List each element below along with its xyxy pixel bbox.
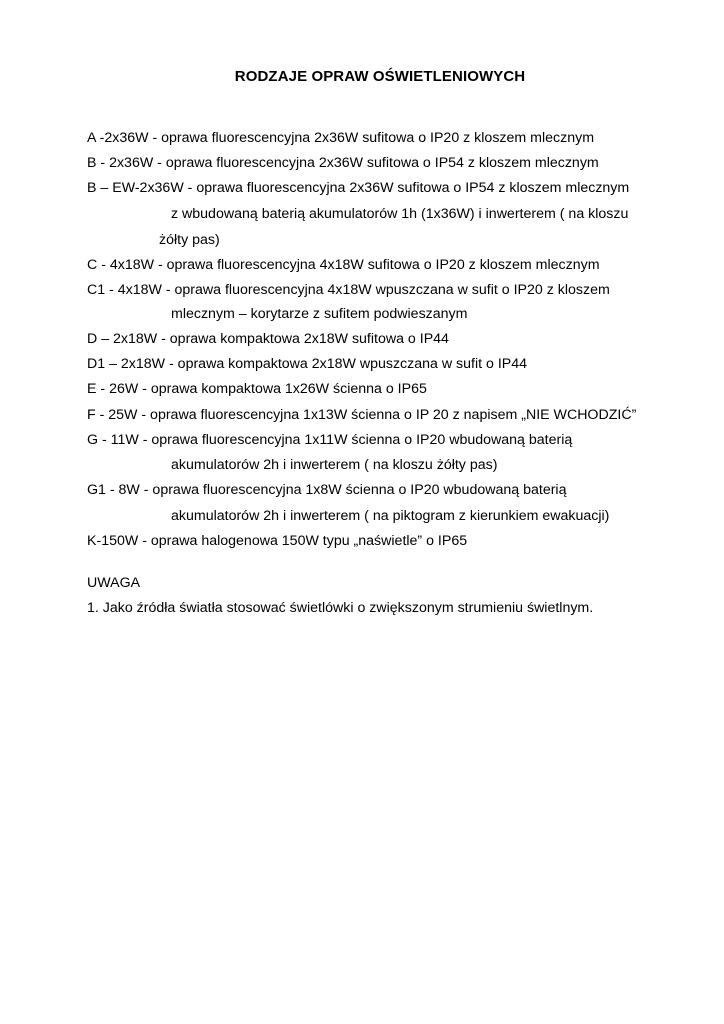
fixture-line-c1: C1 - 4x18W - oprawa fluorescencyjna 4x18W wpuszczana w sufit o IP20 z kloszem [87, 282, 610, 298]
fixture-line-b-ew: B – EW-2x36W - oprawa fluorescencyjna 2x36W sufitowa o IP54 z kloszem mlecznym [87, 180, 630, 196]
note-item-1: 1. Jako źródła światła stosować świetlówki o zwiększonym strumieniu świetlnym. [87, 600, 594, 616]
fixture-line-a: A -2x36W - oprawa fluorescencyjna 2x36W sufitowa o IP20 z kloszem mlecznym [87, 130, 595, 146]
fixture-line-d: D – 2x18W - oprawa kompaktowa 2x18W sufitowa o IP44 [87, 331, 449, 347]
note-heading: UWAGA [87, 575, 141, 591]
fixture-line-c1-cont: mlecznym – korytarze z sufitem podwieszanym [171, 306, 468, 322]
document-title: RODZAJE OPRAW OŚWIETLENIOWYCH [234, 68, 526, 85]
fixture-line-b: B - 2x36W - oprawa fluorescencyjna 2x36W sufitowa o IP54 z kloszem mlecznym [87, 155, 599, 171]
fixture-line-c: C - 4x18W - oprawa fluorescencyjna 4x18W sufitowa o IP20 z kloszem mlecznym [87, 257, 600, 273]
fixture-line-b-ew-cont-2: żółty pas) [159, 232, 220, 248]
fixture-line-g1: G1 - 8W - oprawa fluorescencyjna 1x8W ścienna o IP20 wbudowaną baterią [87, 482, 567, 498]
fixture-line-b-ew-cont-1: z wbudowaną baterią akumulatorów 1h (1x36W) i inwerterem ( na kloszu [171, 206, 629, 222]
fixture-line-d1: D1 – 2x18W - oprawa kompaktowa 2x18W wpuszczana w sufit o IP44 [87, 356, 528, 372]
fixture-line-e: E - 26W - oprawa kompaktowa 1x26W ścienna o IP65 [87, 381, 427, 397]
fixture-line-f: F - 25W - oprawa fluorescencyjna 1x13W ścienna o IP 20 z napisem „NIE WCHODZIĆ” [87, 407, 637, 423]
fixture-line-k: K-150W - oprawa halogenowa 150W typu „naświetle” o IP65 [87, 533, 468, 549]
fixture-line-g-cont: akumulatorów 2h i inwerterem ( na kloszu żółty pas) [171, 457, 498, 473]
fixture-line-g1-cont: akumulatorów 2h i inwerterem ( na piktogram z kierunkiem ewakuacji) [171, 508, 610, 524]
fixture-line-g: G - 11W - oprawa fluorescencyjna 1x11W ścienna o IP20 wbudowaną baterią [87, 432, 573, 448]
